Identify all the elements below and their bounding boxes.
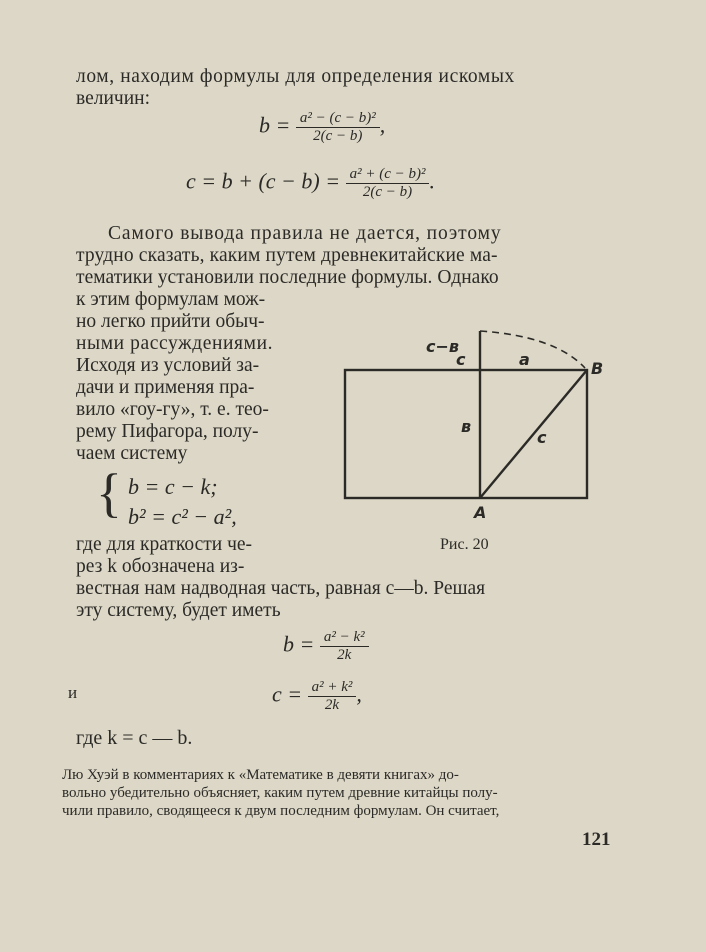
formula-c-numerator: a² + (c − b)² bbox=[346, 166, 430, 184]
and-word: и bbox=[68, 683, 78, 702]
left-col-line-7: рему Пифагора, полу- bbox=[76, 421, 259, 442]
label-vertex-A: А bbox=[474, 503, 487, 522]
formula-c-denominator: 2(c − b) bbox=[362, 184, 413, 200]
footnote-line-3: чили правило, сводящееся к двум последним формулам. Он считает, bbox=[62, 803, 500, 819]
system-brace: { bbox=[96, 463, 122, 523]
formula-b bbox=[259, 110, 385, 145]
formula-c bbox=[186, 166, 435, 201]
formula-b-k-denominator: 2k bbox=[337, 647, 352, 663]
system-eq-2: b² = c² − a², bbox=[128, 504, 237, 529]
figure-dashed-arc bbox=[480, 331, 585, 368]
formula-b-lhs: b = bbox=[259, 112, 291, 138]
figure-hypotenuse-c bbox=[480, 370, 587, 498]
left-col-line-4: Исходя из условий за- bbox=[76, 355, 260, 376]
formula-c-lhs: c = b + (c − b) = bbox=[186, 168, 341, 194]
label-c-top: c bbox=[456, 350, 466, 369]
formula-c-k-tail: , bbox=[356, 681, 362, 707]
label-c-hypotenuse: c bbox=[537, 428, 547, 447]
after-line-1: вестная нам надводная часть, равная c—b. Решая bbox=[76, 578, 486, 599]
left-col-line-6: вило «гоу-гу», т. е. тео- bbox=[76, 399, 269, 420]
formula-b-k-numerator: a² − k² bbox=[320, 629, 369, 647]
formula-c-k bbox=[272, 679, 362, 714]
left-col-line-2: но легко прийти обыч- bbox=[76, 311, 265, 332]
formula-b-fraction bbox=[296, 110, 380, 145]
formula-c-k-denominator: 2k bbox=[324, 697, 340, 713]
intro-line-2: величин: bbox=[76, 88, 151, 109]
label-a: a bbox=[519, 350, 530, 369]
formula-b-k-fraction bbox=[320, 629, 369, 664]
figure-caption: Рис. 20 bbox=[440, 536, 489, 553]
formula-c-k-numerator: a² + k² bbox=[308, 679, 357, 697]
left-col-line-5: дачи и применяя пра- bbox=[76, 377, 255, 398]
left-col-line-3: ными рассуждениями. bbox=[76, 333, 274, 354]
figure-outer-rectangle bbox=[345, 370, 587, 498]
where-line: где k = c — b. bbox=[76, 727, 193, 749]
formula-c-tail: . bbox=[429, 168, 435, 194]
formula-b-denominator: 2(c − b) bbox=[313, 128, 363, 144]
after-system-line-2: рез k обозначена из- bbox=[76, 556, 245, 577]
para-line-1: Самого вывода правила не дается, поэтому bbox=[108, 223, 502, 244]
label-c-minus-b: c−в bbox=[426, 337, 460, 356]
page-number: 121 bbox=[582, 829, 611, 850]
left-col-line-8: чаем систему bbox=[76, 443, 188, 464]
formula-b-numerator: a² − (c − b)² bbox=[296, 110, 380, 128]
left-col-line-1: к этим формулам мож- bbox=[76, 289, 266, 310]
footnote-line-2: вольно убедительно объясняет, каким путем древние китайцы полу- bbox=[62, 785, 498, 801]
system-eq-1: b = c − k; bbox=[128, 474, 218, 499]
formula-c-k-fraction bbox=[308, 679, 357, 714]
label-b: в bbox=[461, 417, 472, 436]
formula-b-k-lhs: b = bbox=[283, 631, 315, 657]
para-line-3: тематики установили последние формулы. Однако bbox=[76, 267, 499, 288]
intro-line-1: лом, находим формулы для определения искомых bbox=[76, 66, 515, 87]
para-line-2: трудно сказать, каким путем древнекитайские ма- bbox=[76, 245, 498, 266]
formula-b-k bbox=[283, 629, 369, 664]
formula-c-k-lhs: c = bbox=[272, 681, 303, 707]
formula-c-fraction bbox=[346, 166, 430, 201]
after-system-line-1: где для краткости че- bbox=[76, 534, 253, 555]
after-line-2: эту систему, будет иметь bbox=[76, 600, 281, 621]
footnote-line-1: Лю Хуэй в комментариях к «Математике в девяти книгах» до- bbox=[62, 767, 459, 783]
label-vertex-B: В bbox=[591, 359, 604, 378]
formula-b-tail: , bbox=[379, 112, 386, 138]
